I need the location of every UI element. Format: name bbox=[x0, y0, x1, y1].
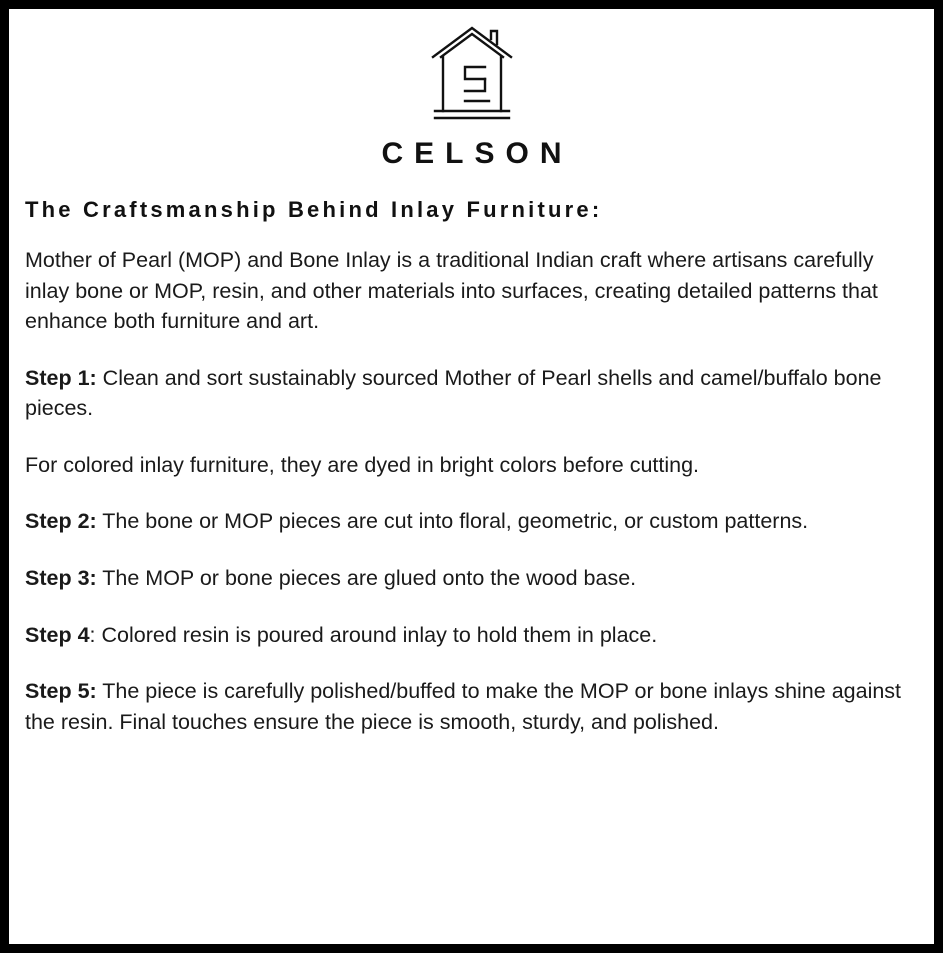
step-paragraph bbox=[25, 620, 918, 651]
step-label: Step 3: bbox=[25, 566, 97, 590]
step-paragraph bbox=[25, 563, 918, 594]
house-monogram-icon bbox=[429, 23, 515, 123]
intro-paragraph: Mother of Pearl (MOP) and Bone Inlay is a traditional Indian craft where artisans carefully inlay bone or MOP, resin, and other materials into surfaces, creating detailed patterns that enhance both furniture and art. bbox=[25, 248, 878, 334]
page-title: The Craftsmanship Behind Inlay Furniture: bbox=[25, 197, 603, 222]
step-paragraph bbox=[25, 363, 918, 424]
step-text: For colored inlay furniture, they are dyed in bright colors before cutting. bbox=[25, 452, 700, 477]
step-text: The piece is carefully polished/buffed to make the MOP or bone inlays shine against the resin. Final touches ensure the piece is smooth, sturdy, and polished. bbox=[25, 679, 902, 734]
step-label: Step 1: bbox=[25, 365, 97, 390]
step-label: Step 5: bbox=[25, 679, 97, 704]
step-text: The MOP or bone pieces are glued onto the wood base. bbox=[96, 566, 637, 590]
step-text: : Colored resin is poured around inlay to hold them in place. bbox=[89, 622, 658, 647]
step-paragraph bbox=[25, 506, 918, 537]
step-label: Step 2: bbox=[25, 509, 97, 534]
step-text: The bone or MOP pieces are cut into floral, geometric, or custom patterns. bbox=[96, 509, 809, 534]
step-label: Step 4 bbox=[25, 622, 90, 647]
brand-name: CELSON bbox=[381, 137, 573, 170]
step-paragraph bbox=[25, 450, 918, 481]
document-content bbox=[9, 9, 934, 944]
step-paragraph bbox=[25, 676, 918, 737]
step-text: Clean and sort sustainably sourced Mother of Pearl shells and camel/buffalo bone pieces. bbox=[25, 365, 882, 421]
brand-header bbox=[25, 23, 918, 171]
